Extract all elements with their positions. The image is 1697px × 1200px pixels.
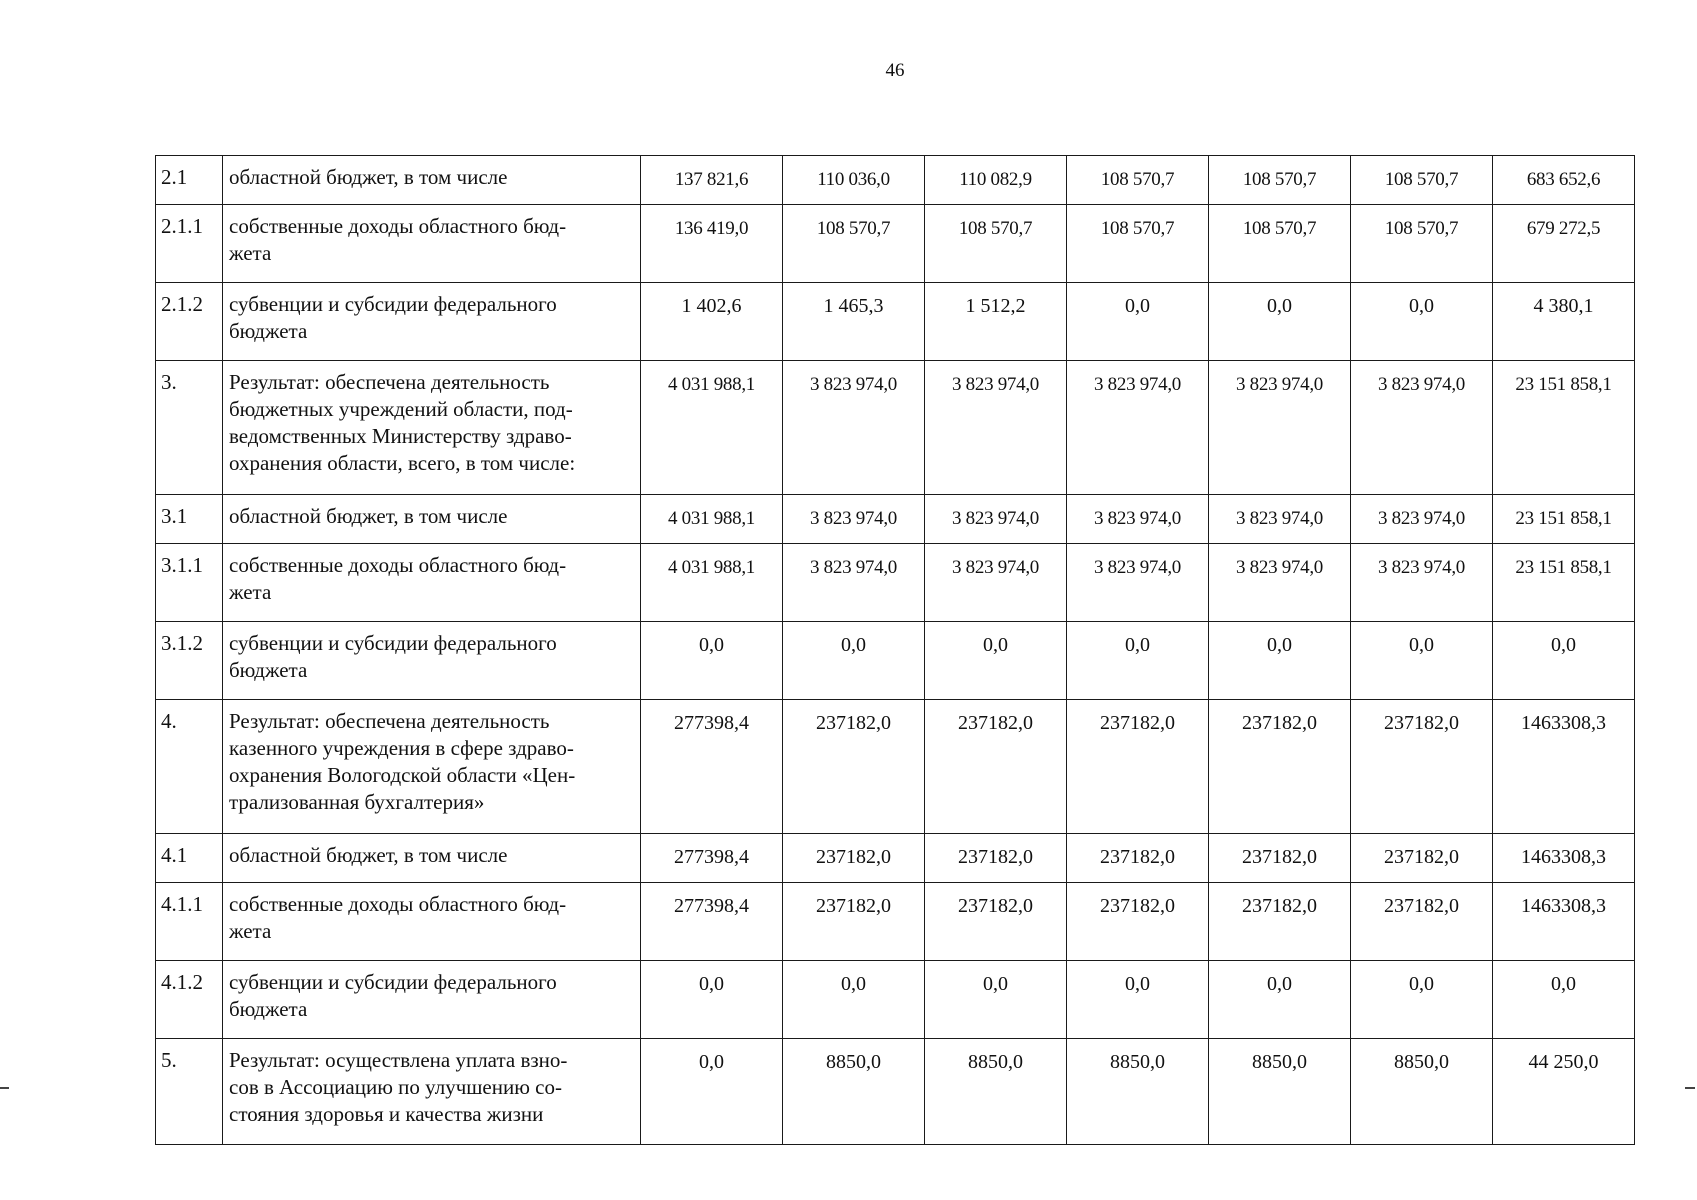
row-code: 3. xyxy=(156,361,223,495)
value-cell: 8850,0 xyxy=(783,1039,925,1145)
table-row xyxy=(156,883,1635,961)
budget-table xyxy=(155,155,1635,1145)
table-row xyxy=(156,961,1635,1039)
table-row xyxy=(156,283,1635,361)
value-cell: 4 380,1 xyxy=(1493,283,1635,361)
row-description: собственные доходы областного бюд- жета xyxy=(223,544,641,622)
row-description: областной бюджет, в том числе xyxy=(223,834,641,883)
value-cell: 277398,4 xyxy=(641,700,783,834)
value-cell: 0,0 xyxy=(1209,622,1351,700)
value-cell: 108 570,7 xyxy=(1351,205,1493,283)
value-cell: 0,0 xyxy=(1067,283,1209,361)
row-description: собственные доходы областного бюд- жета xyxy=(223,205,641,283)
value-cell: 110 082,9 xyxy=(925,156,1067,205)
value-cell: 4 031 988,1 xyxy=(641,361,783,495)
value-cell: 8850,0 xyxy=(1209,1039,1351,1145)
table-row xyxy=(156,156,1635,205)
value-cell: 237182,0 xyxy=(1351,834,1493,883)
value-cell: 0,0 xyxy=(641,622,783,700)
value-cell: 108 570,7 xyxy=(1067,205,1209,283)
value-cell: 0,0 xyxy=(1493,961,1635,1039)
value-cell: 44 250,0 xyxy=(1493,1039,1635,1145)
value-cell: 3 823 974,0 xyxy=(1351,544,1493,622)
row-description: Результат: обеспечена деятельность казенного учреждения в сфере здраво- охранения Вологодской области «Цен- трализованная бухгалтерия» xyxy=(223,700,641,834)
value-cell: 0,0 xyxy=(641,1039,783,1145)
table-row xyxy=(156,622,1635,700)
value-cell: 3 823 974,0 xyxy=(925,495,1067,544)
value-cell: 237182,0 xyxy=(1067,834,1209,883)
value-cell: 237182,0 xyxy=(925,700,1067,834)
value-cell: 3 823 974,0 xyxy=(1067,544,1209,622)
value-cell: 3 823 974,0 xyxy=(1067,361,1209,495)
row-code: 2.1.2 xyxy=(156,283,223,361)
row-description: субвенции и субсидии федерального бюджета xyxy=(223,622,641,700)
value-cell: 3 823 974,0 xyxy=(1351,495,1493,544)
value-cell: 237182,0 xyxy=(1209,834,1351,883)
value-cell: 237182,0 xyxy=(1209,700,1351,834)
row-code: 3.1.1 xyxy=(156,544,223,622)
value-cell: 1 465,3 xyxy=(783,283,925,361)
value-cell: 237182,0 xyxy=(783,700,925,834)
value-cell: 683 652,6 xyxy=(1493,156,1635,205)
value-cell: 0,0 xyxy=(925,961,1067,1039)
value-cell: 3 823 974,0 xyxy=(925,361,1067,495)
value-cell: 679 272,5 xyxy=(1493,205,1635,283)
value-cell: 137 821,6 xyxy=(641,156,783,205)
value-cell: 0,0 xyxy=(1067,622,1209,700)
value-cell: 3 823 974,0 xyxy=(783,361,925,495)
value-cell: 1463308,3 xyxy=(1493,700,1635,834)
value-cell: 108 570,7 xyxy=(925,205,1067,283)
value-cell: 3 823 974,0 xyxy=(783,495,925,544)
value-cell: 1 512,2 xyxy=(925,283,1067,361)
value-cell: 1463308,3 xyxy=(1493,883,1635,961)
table-row xyxy=(156,205,1635,283)
value-cell: 0,0 xyxy=(1209,283,1351,361)
row-code: 3.1.2 xyxy=(156,622,223,700)
table-row xyxy=(156,834,1635,883)
value-cell: 3 823 974,0 xyxy=(1209,361,1351,495)
value-cell: 0,0 xyxy=(783,961,925,1039)
value-cell: 4 031 988,1 xyxy=(641,544,783,622)
value-cell: 0,0 xyxy=(925,622,1067,700)
value-cell: 3 823 974,0 xyxy=(1209,495,1351,544)
row-code: 4. xyxy=(156,700,223,834)
value-cell: 0,0 xyxy=(1351,283,1493,361)
row-description: Результат: осуществлена уплата взно- сов в Ассоциацию по улучшению со- стояния здоровья и качества жизни xyxy=(223,1039,641,1145)
row-description: субвенции и субсидии федерального бюджета xyxy=(223,961,641,1039)
row-code: 4.1 xyxy=(156,834,223,883)
value-cell: 3 823 974,0 xyxy=(1067,495,1209,544)
value-cell: 108 570,7 xyxy=(1209,156,1351,205)
table-row xyxy=(156,1039,1635,1145)
value-cell: 3 823 974,0 xyxy=(1351,361,1493,495)
value-cell: 8850,0 xyxy=(925,1039,1067,1145)
value-cell: 237182,0 xyxy=(1067,883,1209,961)
value-cell: 237182,0 xyxy=(925,834,1067,883)
value-cell: 23 151 858,1 xyxy=(1493,544,1635,622)
value-cell: 277398,4 xyxy=(641,834,783,883)
value-cell: 237182,0 xyxy=(1067,700,1209,834)
row-description: собственные доходы областного бюд- жета xyxy=(223,883,641,961)
value-cell: 108 570,7 xyxy=(1067,156,1209,205)
value-cell: 237182,0 xyxy=(1351,700,1493,834)
value-cell: 3 823 974,0 xyxy=(1209,544,1351,622)
value-cell: 136 419,0 xyxy=(641,205,783,283)
value-cell: 0,0 xyxy=(641,961,783,1039)
value-cell: 1 402,6 xyxy=(641,283,783,361)
row-code: 3.1 xyxy=(156,495,223,544)
row-description: субвенции и субсидии федерального бюджета xyxy=(223,283,641,361)
table-row xyxy=(156,361,1635,495)
row-code: 4.1.1 xyxy=(156,883,223,961)
value-cell: 108 570,7 xyxy=(1351,156,1493,205)
value-cell: 237182,0 xyxy=(1209,883,1351,961)
row-description: Результат: обеспечена деятельность бюджетных учреждений области, под- ведомственных Министерству здраво- охранения области, всего, в том числе: xyxy=(223,361,641,495)
value-cell: 0,0 xyxy=(783,622,925,700)
value-cell: 23 151 858,1 xyxy=(1493,361,1635,495)
value-cell: 8850,0 xyxy=(1351,1039,1493,1145)
table-row xyxy=(156,544,1635,622)
row-description: областной бюджет, в том числе xyxy=(223,156,641,205)
value-cell: 237182,0 xyxy=(783,883,925,961)
value-cell: 4 031 988,1 xyxy=(641,495,783,544)
value-cell: 237182,0 xyxy=(783,834,925,883)
value-cell: 108 570,7 xyxy=(1209,205,1351,283)
value-cell: 3 823 974,0 xyxy=(925,544,1067,622)
value-cell: 0,0 xyxy=(1351,961,1493,1039)
row-code: 5. xyxy=(156,1039,223,1145)
value-cell: 0,0 xyxy=(1209,961,1351,1039)
margin-mark-right xyxy=(1685,1087,1695,1089)
value-cell: 0,0 xyxy=(1067,961,1209,1039)
value-cell: 8850,0 xyxy=(1067,1039,1209,1145)
table-row xyxy=(156,495,1635,544)
table-row xyxy=(156,700,1635,834)
row-code: 4.1.2 xyxy=(156,961,223,1039)
value-cell: 110 036,0 xyxy=(783,156,925,205)
value-cell: 108 570,7 xyxy=(783,205,925,283)
margin-mark-left xyxy=(0,1087,9,1089)
table-body xyxy=(156,156,1635,1145)
value-cell: 0,0 xyxy=(1493,622,1635,700)
row-code: 2.1 xyxy=(156,156,223,205)
value-cell: 277398,4 xyxy=(641,883,783,961)
value-cell: 1463308,3 xyxy=(1493,834,1635,883)
row-description: областной бюджет, в том числе xyxy=(223,495,641,544)
value-cell: 0,0 xyxy=(1351,622,1493,700)
value-cell: 237182,0 xyxy=(1351,883,1493,961)
page-number: 46 xyxy=(885,60,905,81)
row-code: 2.1.1 xyxy=(156,205,223,283)
value-cell: 3 823 974,0 xyxy=(783,544,925,622)
value-cell: 23 151 858,1 xyxy=(1493,495,1635,544)
value-cell: 237182,0 xyxy=(925,883,1067,961)
